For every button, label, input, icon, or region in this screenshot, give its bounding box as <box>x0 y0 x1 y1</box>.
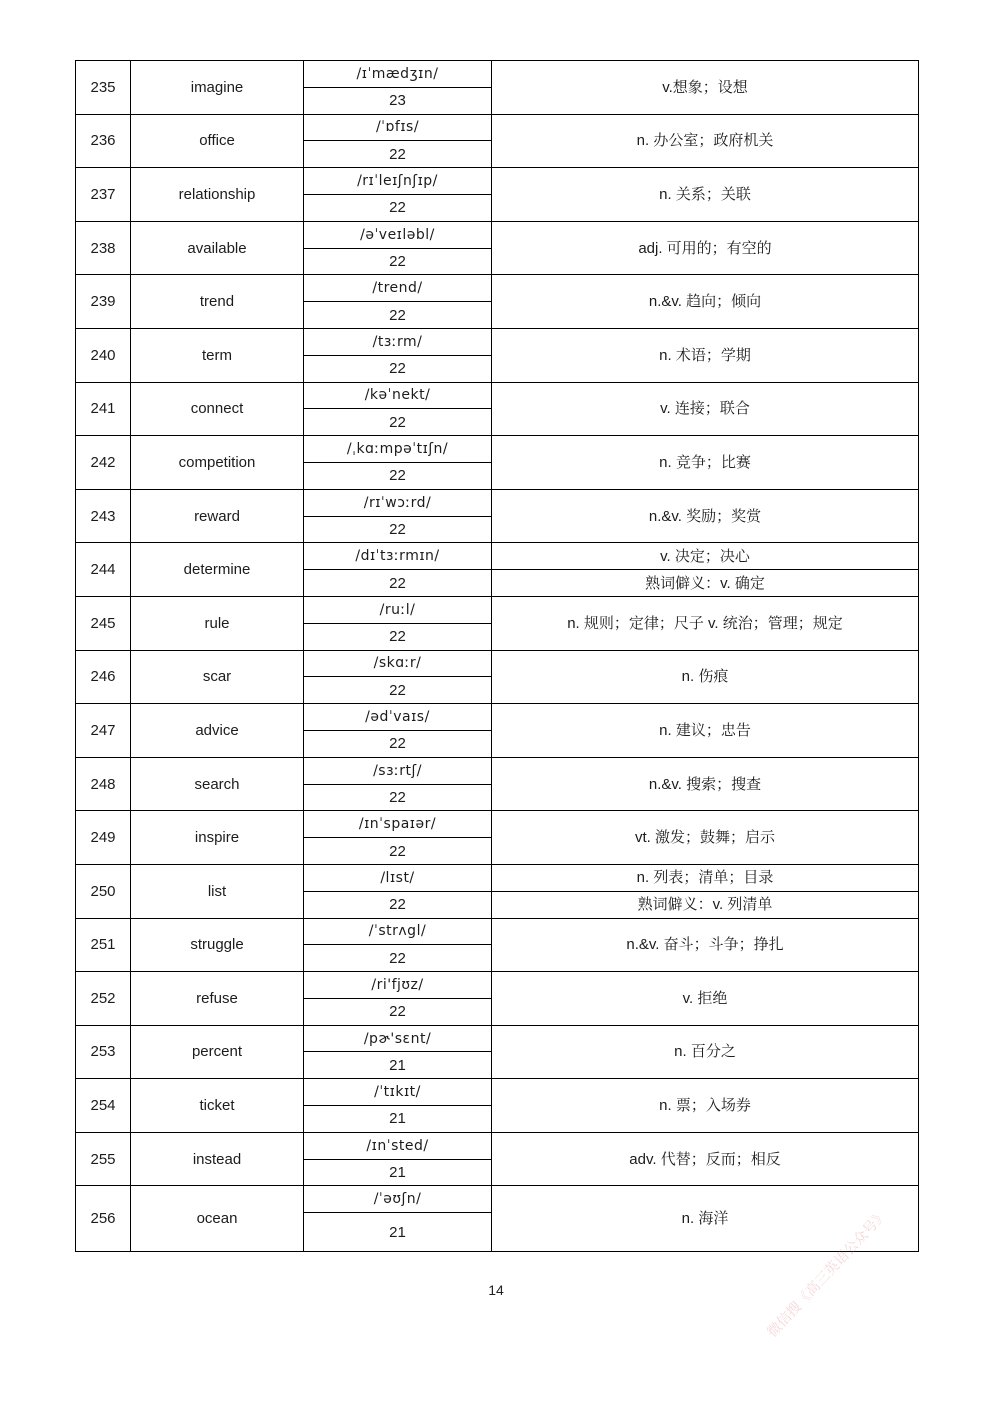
entry-meaning: v. 连接；联合 <box>492 382 919 436</box>
entry-meaning: n. 海洋 <box>492 1186 919 1252</box>
entry-word: instead <box>131 1132 304 1186</box>
entry-phonetic: /ˈəʊʃn/ <box>304 1186 492 1213</box>
entry-meaning-extra: 熟词僻义：v. 列清单 <box>492 891 919 918</box>
entry-word: office <box>131 114 304 168</box>
entry-frequency: 21 <box>304 1213 492 1252</box>
entry-meaning: vt. 激发；鼓舞；启示 <box>492 811 919 865</box>
entry-phonetic: /ˈtɪkɪt/ <box>304 1079 492 1106</box>
entry-frequency: 22 <box>304 891 492 918</box>
entry-phonetic: /lɪst/ <box>304 864 492 891</box>
table-row <box>76 972 919 999</box>
entry-phonetic: /ɪnˈspaɪər/ <box>304 811 492 838</box>
entry-word: refuse <box>131 972 304 1026</box>
table-row <box>76 543 919 570</box>
entry-frequency: 22 <box>304 141 492 168</box>
entry-number: 255 <box>76 1132 131 1186</box>
entry-phonetic: /ri'fjʊz/ <box>304 972 492 999</box>
entry-frequency: 22 <box>304 409 492 436</box>
entry-number: 246 <box>76 650 131 704</box>
entry-meaning: n. 票；入场券 <box>492 1079 919 1133</box>
table-row <box>76 61 919 88</box>
entry-meaning: n.&v. 奖励；奖赏 <box>492 489 919 543</box>
entry-number: 237 <box>76 168 131 222</box>
entry-number: 236 <box>76 114 131 168</box>
entry-number: 248 <box>76 757 131 811</box>
entry-phonetic: /dɪˈtɜːrmɪn/ <box>304 543 492 570</box>
entry-frequency: 22 <box>304 570 492 597</box>
entry-frequency: 21 <box>304 1159 492 1186</box>
table-row <box>76 221 919 248</box>
entry-word: inspire <box>131 811 304 865</box>
entry-word: rule <box>131 596 304 650</box>
table-row <box>76 704 919 731</box>
entry-meaning: n.&v. 搜索；搜查 <box>492 757 919 811</box>
entry-phonetic: /sɜːrtʃ/ <box>304 757 492 784</box>
entry-frequency: 22 <box>304 516 492 543</box>
watermark: 微信搜《高三英语公众号》 <box>764 1206 891 1341</box>
entry-phonetic: /pɚ'sɛnt/ <box>304 1025 492 1052</box>
entry-word: imagine <box>131 61 304 115</box>
entry-number: 252 <box>76 972 131 1026</box>
entry-frequency: 21 <box>304 1106 492 1133</box>
entry-meaning: v.想象；设想 <box>492 61 919 115</box>
entry-word: search <box>131 757 304 811</box>
entry-number: 244 <box>76 543 131 597</box>
entry-number: 239 <box>76 275 131 329</box>
table-row <box>76 650 919 677</box>
entry-word: relationship <box>131 168 304 222</box>
entry-phonetic: /ɪˈmædʒɪn/ <box>304 61 492 88</box>
table-row <box>76 436 919 463</box>
entry-meaning: n. 规则；定律；尺子 v. 统治；管理；规定 <box>492 596 919 650</box>
entry-number: 250 <box>76 864 131 918</box>
table-row <box>76 168 919 195</box>
entry-meaning: n. 术语；学期 <box>492 328 919 382</box>
entry-frequency: 22 <box>304 730 492 757</box>
entry-phonetic: /rɪˈwɔːrd/ <box>304 489 492 516</box>
table-row <box>76 328 919 355</box>
vocabulary-table-body <box>76 61 919 1252</box>
entry-meaning: n. 伤痕 <box>492 650 919 704</box>
entry-phonetic: /əˈveɪləbl/ <box>304 221 492 248</box>
entry-frequency: 22 <box>304 998 492 1025</box>
entry-word: available <box>131 221 304 275</box>
entry-frequency: 22 <box>304 248 492 275</box>
table-row <box>76 811 919 838</box>
entry-frequency: 22 <box>304 945 492 972</box>
entry-meaning: adv. 代替；反而；相反 <box>492 1132 919 1186</box>
entry-number: 245 <box>76 596 131 650</box>
entry-word: trend <box>131 275 304 329</box>
page-number: 14 <box>488 1282 504 1298</box>
entry-number: 253 <box>76 1025 131 1079</box>
entry-word: term <box>131 328 304 382</box>
entry-word: ticket <box>131 1079 304 1133</box>
entry-phonetic: /ɪnˈsted/ <box>304 1132 492 1159</box>
table-row <box>76 757 919 784</box>
entry-number: 251 <box>76 918 131 972</box>
entry-number: 249 <box>76 811 131 865</box>
table-row <box>76 1079 919 1106</box>
entry-meaning-extra: 熟词僻义：v. 确定 <box>492 570 919 597</box>
table-row <box>76 596 919 623</box>
table-row <box>76 489 919 516</box>
table-row <box>76 864 919 891</box>
entry-number: 235 <box>76 61 131 115</box>
table-row <box>76 382 919 409</box>
entry-meaning: n. 办公室；政府机关 <box>492 114 919 168</box>
table-row <box>76 114 919 141</box>
entry-frequency: 22 <box>304 838 492 865</box>
entry-phonetic: /rɪˈleɪʃnʃɪp/ <box>304 168 492 195</box>
entry-frequency: 22 <box>304 784 492 811</box>
entry-frequency: 23 <box>304 87 492 114</box>
entry-frequency: 21 <box>304 1052 492 1079</box>
table-row <box>76 1025 919 1052</box>
vocabulary-table <box>75 60 919 1252</box>
entry-meaning: n. 关系；关联 <box>492 168 919 222</box>
entry-meaning: n.&v. 奋斗；斗争；挣扎 <box>492 918 919 972</box>
entry-frequency: 22 <box>304 302 492 329</box>
entry-word: ocean <box>131 1186 304 1252</box>
entry-meaning: n. 竞争；比赛 <box>492 436 919 490</box>
entry-number: 242 <box>76 436 131 490</box>
entry-number: 243 <box>76 489 131 543</box>
entry-frequency: 22 <box>304 355 492 382</box>
entry-phonetic: /ruːl/ <box>304 596 492 623</box>
entry-meaning: adj. 可用的；有空的 <box>492 221 919 275</box>
entry-frequency: 22 <box>304 677 492 704</box>
entry-frequency: 22 <box>304 623 492 650</box>
entry-meaning: n.&v. 趋向；倾向 <box>492 275 919 329</box>
entry-frequency: 22 <box>304 194 492 221</box>
entry-number: 254 <box>76 1079 131 1133</box>
entry-phonetic: /ədˈvaɪs/ <box>304 704 492 731</box>
entry-number: 241 <box>76 382 131 436</box>
entry-phonetic: /ˈɒfɪs/ <box>304 114 492 141</box>
entry-number: 240 <box>76 328 131 382</box>
entry-word: connect <box>131 382 304 436</box>
entry-meaning: v. 决定；决心 <box>492 543 919 570</box>
entry-word: percent <box>131 1025 304 1079</box>
entry-number: 247 <box>76 704 131 758</box>
entry-frequency: 22 <box>304 462 492 489</box>
entry-word: list <box>131 864 304 918</box>
table-row <box>76 1186 919 1213</box>
entry-number: 238 <box>76 221 131 275</box>
entry-word: advice <box>131 704 304 758</box>
entry-phonetic: /kəˈnekt/ <box>304 382 492 409</box>
table-row <box>76 918 919 945</box>
entry-word: determine <box>131 543 304 597</box>
entry-word: scar <box>131 650 304 704</box>
entry-phonetic: /tɜːrm/ <box>304 328 492 355</box>
entry-meaning: n. 百分之 <box>492 1025 919 1079</box>
entry-meaning: n. 列表；清单；目录 <box>492 864 919 891</box>
entry-phonetic: /ˈstrʌgl/ <box>304 918 492 945</box>
entry-phonetic: /skɑːr/ <box>304 650 492 677</box>
entry-word: competition <box>131 436 304 490</box>
entry-word: reward <box>131 489 304 543</box>
entry-word: struggle <box>131 918 304 972</box>
entry-phonetic: /ˌkɑːmpəˈtɪʃn/ <box>304 436 492 463</box>
entry-meaning: n. 建议；忠告 <box>492 704 919 758</box>
table-row <box>76 1132 919 1159</box>
table-row <box>76 275 919 302</box>
entry-number: 256 <box>76 1186 131 1252</box>
entry-phonetic: /trend/ <box>304 275 492 302</box>
entry-meaning: v. 拒绝 <box>492 972 919 1026</box>
